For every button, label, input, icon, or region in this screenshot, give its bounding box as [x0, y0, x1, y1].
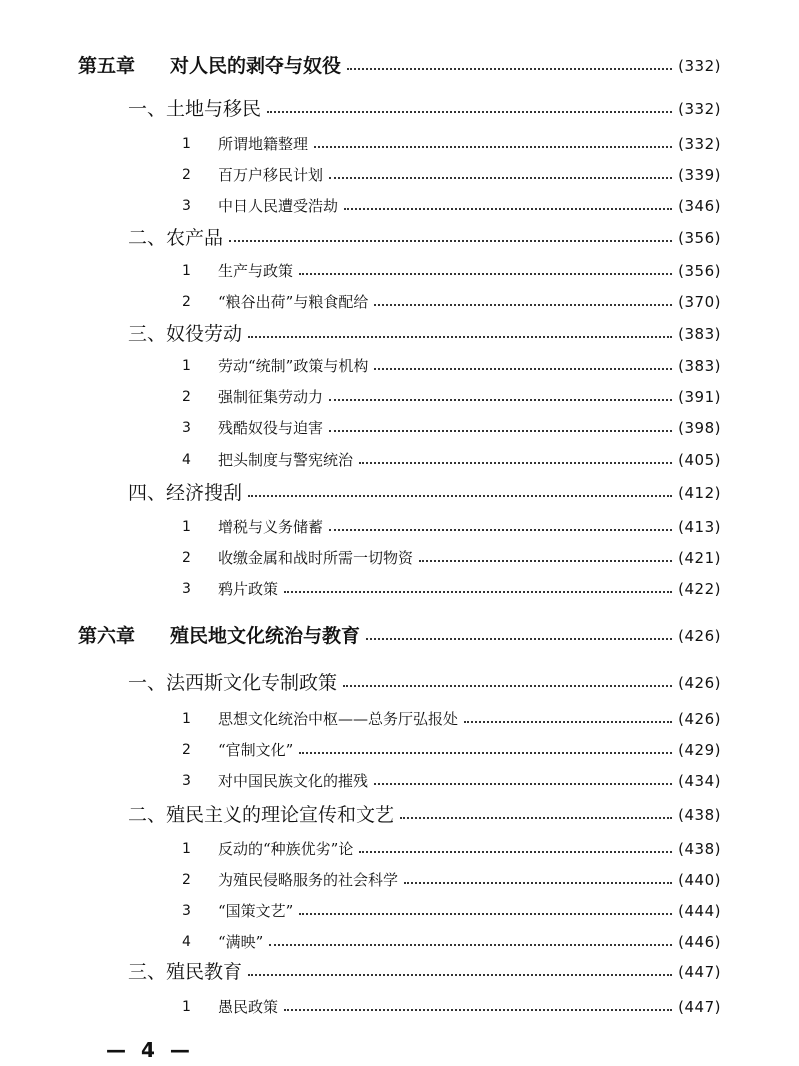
toc-item: [182, 993, 721, 1021]
page-ref: (426): [678, 627, 721, 645]
dot-leader: [329, 529, 672, 531]
item-title: 思想文化统治中枢——总务厅弘报处: [218, 710, 459, 728]
dot-leader: [359, 851, 672, 853]
item-number: 1: [182, 358, 191, 374]
item-title: 生产与政策: [218, 262, 294, 280]
toc-item: [182, 928, 721, 956]
dot-leader: [299, 752, 672, 754]
dot-leader: [366, 638, 672, 640]
item-number: 3: [182, 581, 191, 597]
dot-leader: [400, 817, 672, 819]
item-title: 百万户移民计划: [218, 166, 324, 184]
item-number: 1: [182, 136, 191, 152]
item-title: 增税与义务储蓄: [218, 518, 324, 536]
page-ref: (356): [678, 262, 721, 280]
toc-item: [182, 575, 721, 603]
item-number: 1: [182, 999, 191, 1015]
toc-section: [128, 224, 721, 252]
toc-section: [128, 95, 721, 123]
page-ref: (422): [678, 580, 721, 598]
toc-item: [182, 288, 721, 316]
toc-item: [182, 866, 721, 894]
page-ref: (339): [678, 166, 721, 184]
section-title: 二、农产品: [128, 227, 224, 249]
chapter-number: 第五章: [78, 55, 136, 77]
toc-item: [182, 414, 721, 442]
item-title: 反动的“种族优劣”论: [218, 840, 354, 858]
dot-leader: [267, 111, 672, 113]
dot-leader: [329, 177, 672, 179]
item-number: 2: [182, 550, 191, 566]
item-number: 3: [182, 903, 191, 919]
page-ref: (332): [678, 100, 721, 118]
page-ref: (438): [678, 840, 721, 858]
toc-item: [182, 835, 721, 863]
dot-leader: [248, 336, 672, 338]
page-ref: (426): [678, 710, 721, 728]
toc-chapter: [78, 52, 721, 80]
toc-item: [182, 513, 721, 541]
item-number: 1: [182, 711, 191, 727]
dot-leader: [299, 913, 672, 915]
toc-item: [182, 130, 721, 158]
item-number: 2: [182, 294, 191, 310]
toc-section: [128, 320, 721, 348]
item-number: 2: [182, 389, 191, 405]
dot-leader: [284, 591, 672, 593]
toc-item: [182, 383, 721, 411]
item-title: “官制文化”: [218, 741, 294, 759]
page-ref: (434): [678, 772, 721, 790]
item-title: 强制征集劳动力: [218, 388, 324, 406]
dot-leader: [419, 560, 672, 562]
item-title: 对中国民族文化的摧残: [218, 772, 369, 790]
page-ref: (383): [678, 325, 721, 343]
item-title: 收缴金属和战时所需一切物资: [218, 549, 414, 567]
toc-item: [182, 736, 721, 764]
dot-leader: [229, 240, 672, 242]
toc-item: [182, 544, 721, 572]
item-title: 劳动“统制”政策与机构: [218, 357, 369, 375]
page-ref: (426): [678, 674, 721, 692]
toc-item: [182, 897, 721, 925]
dot-leader: [299, 273, 672, 275]
item-title: 残酷奴役与迫害: [218, 419, 324, 437]
page-ref: (444): [678, 902, 721, 920]
dot-leader: [314, 146, 672, 148]
dot-leader: [248, 495, 672, 497]
chapter-number: 第六章: [78, 625, 136, 647]
dot-leader: [404, 882, 672, 884]
page-ref: (332): [678, 57, 721, 75]
page-ref: (421): [678, 549, 721, 567]
item-number: 1: [182, 519, 191, 535]
item-number: 4: [182, 452, 191, 468]
chapter-title: 殖民地文化统治与教育: [170, 625, 361, 647]
item-number: 3: [182, 198, 191, 214]
page-ref: (447): [678, 998, 721, 1016]
page-ref: (356): [678, 229, 721, 247]
toc-section: [128, 958, 721, 986]
toc-item: [182, 257, 721, 285]
item-title: 鸦片政策: [218, 580, 279, 598]
dot-leader: [347, 68, 672, 70]
dot-leader: [343, 685, 672, 687]
page-number: — 4 —: [106, 1038, 194, 1062]
page-ref: (440): [678, 871, 721, 889]
item-title: 中日人民遭受浩劫: [218, 197, 339, 215]
toc-item: [182, 446, 721, 474]
item-number: 2: [182, 167, 191, 183]
page-ref: (446): [678, 933, 721, 951]
toc-item: [182, 705, 721, 733]
item-number: 4: [182, 934, 191, 950]
section-title: 三、奴役劳动: [128, 323, 243, 345]
toc-item: [182, 352, 721, 380]
page-ref: (429): [678, 741, 721, 759]
item-title: “粮谷出荷”与粮食配给: [218, 293, 369, 311]
page-ref: (438): [678, 806, 721, 824]
page-ref: (412): [678, 484, 721, 502]
page-ref: (383): [678, 357, 721, 375]
item-number: 1: [182, 263, 191, 279]
toc-chapter: [78, 622, 721, 650]
toc-item: [182, 767, 721, 795]
dot-leader: [329, 430, 672, 432]
item-number: 3: [182, 773, 191, 789]
dot-leader: [269, 944, 672, 946]
section-title: 二、殖民主义的理论宣传和文艺: [128, 804, 395, 826]
item-number: 3: [182, 420, 191, 436]
dot-leader: [374, 783, 672, 785]
section-title: 四、经济搜刮: [128, 482, 243, 504]
item-number: 2: [182, 742, 191, 758]
page-ref: (391): [678, 388, 721, 406]
toc-item: [182, 161, 721, 189]
item-title: 把头制度与警宪统治: [218, 451, 354, 469]
item-title: “国策文艺”: [218, 902, 294, 920]
dot-leader: [359, 462, 672, 464]
item-title: 为殖民侵略服务的社会科学: [218, 871, 399, 889]
page-ref: (447): [678, 963, 721, 981]
dot-leader: [374, 304, 672, 306]
toc-section: [128, 801, 721, 829]
page-ref: (413): [678, 518, 721, 536]
dot-leader: [344, 208, 672, 210]
item-title: “满映”: [218, 933, 264, 951]
chapter-title: 对人民的剥夺与奴役: [170, 55, 342, 77]
section-title: 一、土地与移民: [128, 98, 262, 120]
dot-leader: [464, 721, 672, 723]
item-number: 1: [182, 841, 191, 857]
toc-section: [128, 669, 721, 697]
section-title: 一、法西斯文化专制政策: [128, 672, 338, 694]
item-title: 所谓地籍整理: [218, 135, 309, 153]
dot-leader: [374, 368, 672, 370]
toc-section: [128, 479, 721, 507]
toc-item: [182, 192, 721, 220]
dot-leader: [248, 974, 672, 976]
item-title: 愚民政策: [218, 998, 279, 1016]
item-number: 2: [182, 872, 191, 888]
page-ref: (332): [678, 135, 721, 153]
dot-leader: [329, 399, 672, 401]
section-title: 三、殖民教育: [128, 961, 243, 983]
page-ref: (405): [678, 451, 721, 469]
page-ref: (398): [678, 419, 721, 437]
page-ref: (346): [678, 197, 721, 215]
dot-leader: [284, 1009, 672, 1011]
page-ref: (370): [678, 293, 721, 311]
